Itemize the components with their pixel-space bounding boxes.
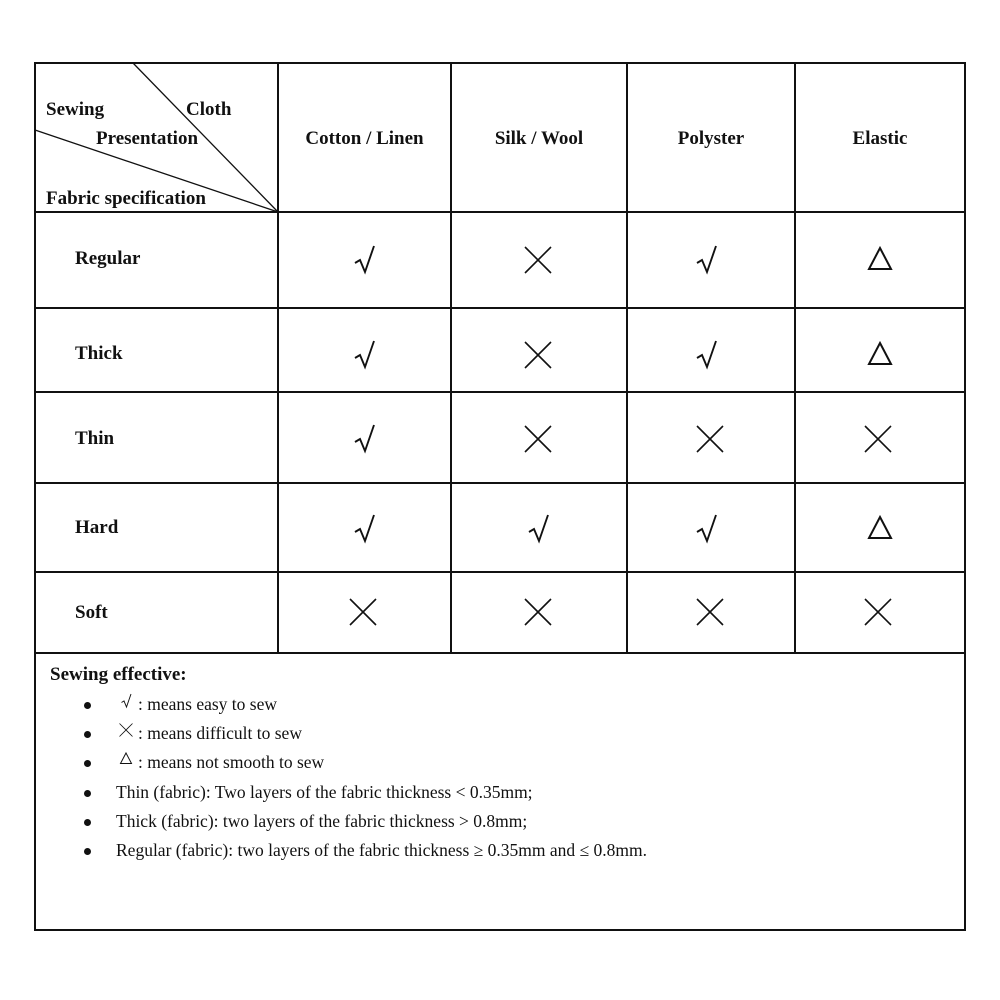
check-icon <box>686 240 726 280</box>
row-label: Thin <box>75 428 115 449</box>
check-icon <box>116 690 136 719</box>
legend-item-text: Thin (fabric): Two layers of the fabric thickness < 0.35mm; <box>116 781 533 802</box>
triangle-icon <box>116 748 136 777</box>
column-header: Elastic <box>852 128 908 149</box>
bullet-icon <box>84 731 91 738</box>
column-header: Silk / Wool <box>494 128 584 149</box>
cross-icon <box>518 335 558 375</box>
cross-icon <box>858 419 898 459</box>
legend-item-text: Thick (fabric): two layers of the fabric thickness > 0.8mm; <box>116 810 528 831</box>
legend-item <box>50 719 950 748</box>
bullet-icon <box>84 702 91 709</box>
bullet-icon <box>84 790 91 797</box>
cross-icon <box>690 419 730 459</box>
legend-item-text: : means not smooth to sew <box>138 752 325 773</box>
legend-title: Sewing effective: <box>50 664 187 685</box>
legend <box>50 664 950 865</box>
check-icon <box>344 419 384 459</box>
row-label: Thick <box>75 343 123 364</box>
cross-icon <box>518 419 558 459</box>
cross-icon <box>518 240 558 280</box>
bullet-icon <box>84 848 91 855</box>
cross-icon <box>343 592 383 632</box>
row-label: Soft <box>75 602 108 623</box>
column-header: Polyster <box>677 128 745 149</box>
legend-item-text: : means difficult to sew <box>138 723 302 744</box>
check-icon <box>344 335 384 375</box>
legend-item-text: : means easy to sew <box>138 694 277 714</box>
corner-label-fabric-specification: Fabric specification <box>46 188 206 209</box>
cross-icon <box>690 592 730 632</box>
corner-label-sewing: Sewing <box>46 99 105 120</box>
check-icon <box>686 335 726 375</box>
triangle-icon <box>860 509 900 549</box>
cross-icon <box>116 719 136 748</box>
bullet-icon <box>84 760 91 767</box>
legend-item <box>50 690 950 719</box>
triangle-icon <box>860 240 900 280</box>
corner-label-cloth: Cloth <box>186 99 232 120</box>
legend-list <box>50 690 950 865</box>
cross-icon <box>518 592 558 632</box>
legend-item <box>50 778 950 807</box>
legend-item <box>50 836 950 865</box>
row-label: Hard <box>75 517 119 538</box>
legend-item <box>50 807 950 836</box>
bullet-icon <box>84 819 91 826</box>
check-icon <box>686 509 726 549</box>
check-icon <box>518 509 558 549</box>
check-icon <box>344 509 384 549</box>
cross-icon <box>858 592 898 632</box>
legend-item <box>50 748 950 777</box>
corner-label-presentation: Presentation <box>96 128 199 149</box>
column-header: Cotton / Linen <box>305 128 424 149</box>
legend-item-text: Regular (fabric): two layers of the fabric thickness ≥ 0.35mm and ≤ 0.8mm. <box>116 839 647 860</box>
triangle-icon <box>860 335 900 375</box>
check-icon <box>344 240 384 280</box>
row-label: Regular <box>75 248 141 269</box>
